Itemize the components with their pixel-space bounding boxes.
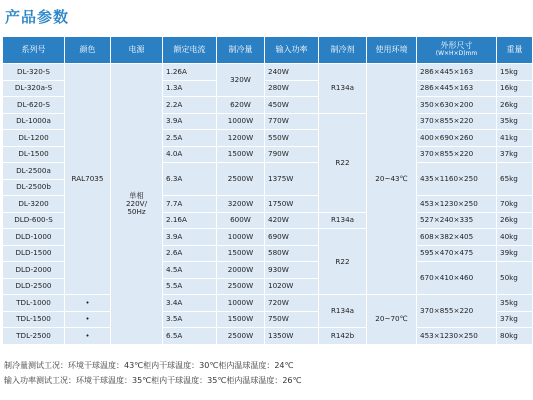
cell-dim: 527×240×335: [417, 212, 497, 229]
cell-input: 1020W: [265, 278, 319, 295]
table-row: [3, 295, 533, 312]
cell-weight: 35kg: [497, 113, 533, 130]
cell-refrigerant: R134a: [319, 212, 367, 229]
cell-model: DLD-600-S: [3, 212, 65, 229]
page-title: 产品参数: [5, 8, 70, 26]
cell-color-span: RAL7035: [65, 64, 111, 295]
table-row: [3, 64, 533, 81]
cell-model: TDL-2500: [3, 328, 65, 345]
cell-cooling: 3200W: [217, 196, 265, 213]
cell-input: 770W: [265, 113, 319, 130]
cell-input: 280W: [265, 80, 319, 97]
header-input-power: 输入功率: [265, 37, 319, 64]
cell-refrigerant: R134a: [319, 295, 367, 328]
cell-current: 1.3A: [163, 80, 217, 97]
cell-cooling: 1000W: [217, 295, 265, 312]
cell-current: 2.6A: [163, 245, 217, 262]
header-color: 颜色: [65, 37, 111, 64]
cell-model: DLD-1500: [3, 245, 65, 262]
cell-current: 4.0A: [163, 146, 217, 163]
cell-weight: 15kg: [497, 64, 533, 81]
header-cooling: 制冷量: [217, 37, 265, 64]
cell-color: •: [65, 311, 111, 328]
power-text: 单相 220V/ 50Hz: [125, 190, 148, 216]
cell-cooling: 2500W: [217, 163, 265, 196]
cell-current: 4.5A: [163, 262, 217, 279]
cell-current: 6.3A: [163, 163, 217, 196]
cell-input: 450W: [265, 97, 319, 114]
cell-dim: 435×1160×250: [417, 163, 497, 196]
header-refrigerant: 制冷剂: [319, 37, 367, 64]
cell-current: 3.9A: [163, 229, 217, 246]
cell-current: 5.5A: [163, 278, 217, 295]
cell-weight: 26kg: [497, 212, 533, 229]
header-current: 额定电流: [163, 37, 217, 64]
cell-cooling: 2500W: [217, 328, 265, 345]
cell-model: DL-2500a: [3, 163, 65, 180]
cell-dim: 453×1230×250: [417, 196, 497, 213]
cell-cooling: 1200W: [217, 130, 265, 147]
header-dimensions-label: 外形尺寸: [440, 41, 473, 51]
cell-weight: 16kg: [497, 80, 533, 97]
cell-dim: 370×855×220: [417, 295, 497, 328]
cell-dim: 608×382×405: [417, 229, 497, 246]
header-model: 系列号: [3, 37, 65, 64]
cell-weight: 70kg: [497, 196, 533, 213]
cell-current: 2.5A: [163, 130, 217, 147]
cell-cooling: 1500W: [217, 311, 265, 328]
cell-refrigerant: R22: [319, 229, 367, 295]
cell-refrigerant: R22: [319, 113, 367, 212]
cell-dim: 370×855×220: [417, 113, 497, 130]
cell-weight: 37kg: [497, 311, 533, 328]
cell-weight: 41kg: [497, 130, 533, 147]
header-dimensions: [417, 37, 497, 64]
cell-current: 2.16A: [163, 212, 217, 229]
cell-weight: 37kg: [497, 146, 533, 163]
cell-model: DL-1000a: [3, 113, 65, 130]
cell-model: DL-1500: [3, 146, 65, 163]
cell-dim: 400×690×260: [417, 130, 497, 147]
header-power: 电源: [111, 37, 163, 64]
cell-input: 720W: [265, 295, 319, 312]
cell-input: 930W: [265, 262, 319, 279]
cell-model: DLD-1000: [3, 229, 65, 246]
cell-current: 3.4A: [163, 295, 217, 312]
cell-env-tdl: 20~70℃: [367, 295, 417, 345]
cell-cooling: 1500W: [217, 245, 265, 262]
cell-model: DL-320a-S: [3, 80, 65, 97]
cell-cooling: 600W: [217, 212, 265, 229]
cell-weight: 35kg: [497, 295, 533, 312]
cell-power-span: [111, 64, 163, 345]
cell-model: TDL-1500: [3, 311, 65, 328]
cell-input: 420W: [265, 212, 319, 229]
cell-weight: 40kg: [497, 229, 533, 246]
cell-weight: 65kg: [497, 163, 533, 196]
cell-input: 1750W: [265, 196, 319, 213]
cell-weight: 26kg: [497, 97, 533, 114]
test-conditions-notes: [4, 358, 302, 388]
cell-current: 2.2A: [163, 97, 217, 114]
cell-weight: 80kg: [497, 328, 533, 345]
header-dimensions-sub: (W×H×D)mm: [435, 50, 478, 58]
cell-input: 750W: [265, 311, 319, 328]
cell-cooling: 320W: [217, 64, 265, 97]
cell-weight: 50kg: [497, 262, 533, 295]
header-environment: 使用环境: [367, 37, 417, 64]
cell-cooling: 2500W: [217, 278, 265, 295]
cell-current: 6.5A: [163, 328, 217, 345]
cell-input: 790W: [265, 146, 319, 163]
cell-dim: 286×445×163: [417, 80, 497, 97]
cell-input: 580W: [265, 245, 319, 262]
cell-cooling: 1500W: [217, 146, 265, 163]
cell-cooling: 1000W: [217, 229, 265, 246]
spec-table: [2, 36, 533, 345]
note-input-conditions: 输入功率测试工况：环境干球温度：35℃柜内干球温度：35℃柜内温球温度：26℃: [4, 376, 302, 385]
cell-model: DL-620-S: [3, 97, 65, 114]
cell-dim: 370×855×220: [417, 146, 497, 163]
cell-refrigerant: R142b: [319, 328, 367, 345]
table-header-row: [3, 37, 533, 64]
cell-model: DL-320-S: [3, 64, 65, 81]
cell-current: 3.5A: [163, 311, 217, 328]
cell-refrigerant: R134a: [319, 64, 367, 114]
cell-dim: 670×410×460: [417, 262, 497, 295]
cell-model: DLD-2500: [3, 278, 65, 295]
cell-input: 240W: [265, 64, 319, 81]
cell-current: 7.7A: [163, 196, 217, 213]
cell-model: TDL-1000: [3, 295, 65, 312]
cell-current: 1.26A: [163, 64, 217, 81]
cell-model: DL-2500b: [3, 179, 65, 196]
cell-cooling: 1000W: [217, 113, 265, 130]
cell-dim: 286×445×163: [417, 64, 497, 81]
cell-dim: 595×470×475: [417, 245, 497, 262]
cell-color: •: [65, 328, 111, 345]
cell-color: •: [65, 295, 111, 312]
table-row: [3, 328, 533, 345]
cell-current: 3.9A: [163, 113, 217, 130]
cell-cooling: 2000W: [217, 262, 265, 279]
cell-model: DL-3200: [3, 196, 65, 213]
cell-cooling: 620W: [217, 97, 265, 114]
cell-input: 1350W: [265, 328, 319, 345]
cell-input: 550W: [265, 130, 319, 147]
cell-model: DLD-2000: [3, 262, 65, 279]
cell-dim: 453×1230×250: [417, 328, 497, 345]
cell-input: 1375W: [265, 163, 319, 196]
cell-input: 690W: [265, 229, 319, 246]
cell-model: DL-1200: [3, 130, 65, 147]
cell-dim: 350×630×200: [417, 97, 497, 114]
note-cooling-conditions: 制冷量测试工况：环境干球温度：43℃柜内干球温度：30℃柜内温球温度：24℃: [4, 361, 294, 370]
cell-env-span: 20~43℃: [367, 64, 417, 295]
header-weight: 重量: [497, 37, 533, 64]
cell-weight: 39kg: [497, 245, 533, 262]
